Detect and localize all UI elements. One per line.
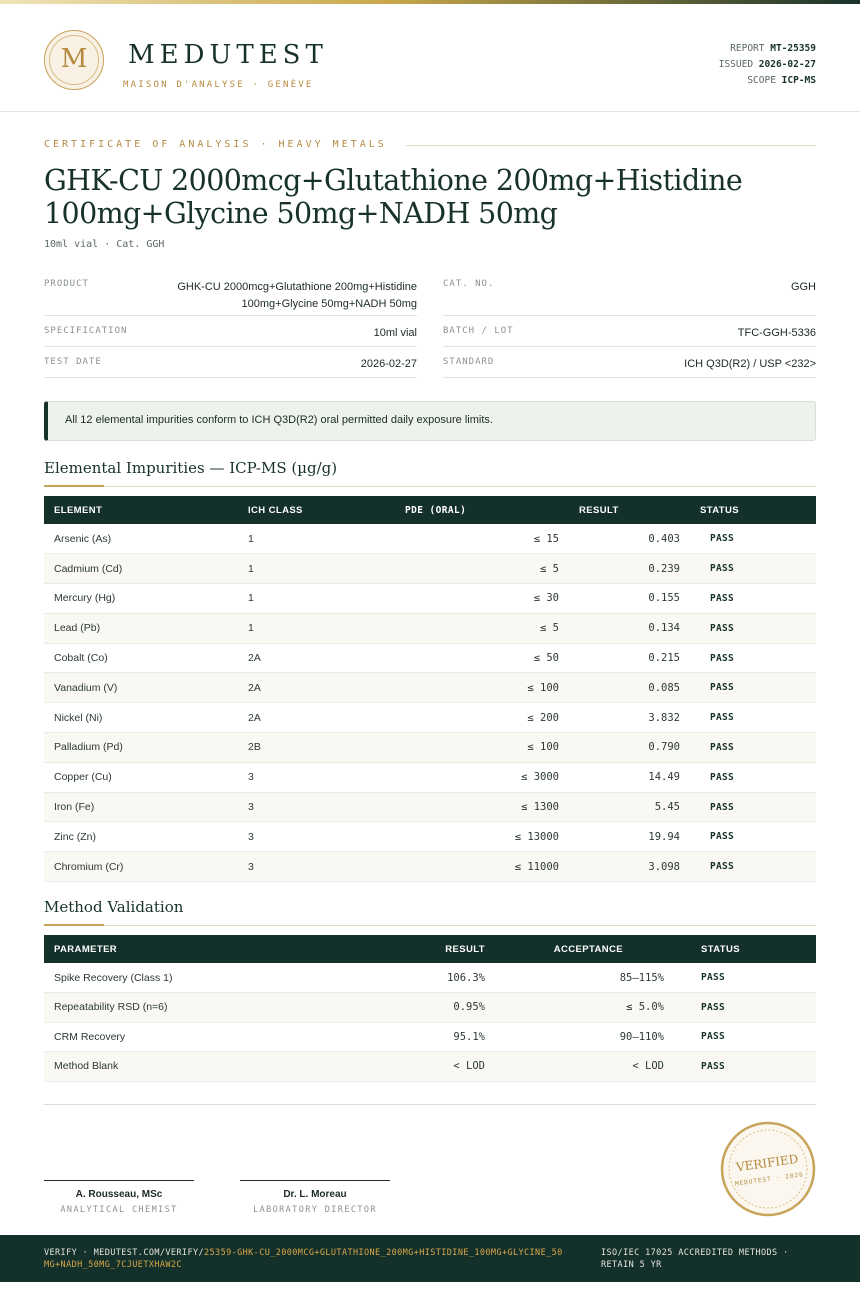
signature-director bbox=[240, 1180, 390, 1215]
field-product bbox=[44, 270, 417, 316]
ich-class: 2A bbox=[238, 673, 395, 703]
table-row bbox=[44, 822, 816, 852]
field-label: PRODUCT bbox=[44, 279, 89, 289]
field-label: CAT. NO. bbox=[443, 279, 495, 289]
table-row bbox=[44, 584, 816, 614]
field-value: 10ml vial bbox=[373, 327, 417, 339]
status-badge: PASS bbox=[681, 1022, 816, 1052]
issued-label: ISSUED bbox=[718, 59, 754, 70]
result-value: 0.403 bbox=[569, 524, 690, 554]
table-row bbox=[44, 733, 816, 763]
status-badge: PASS bbox=[690, 673, 816, 703]
column-header: RESULT bbox=[445, 943, 485, 955]
field-label: TEST DATE bbox=[44, 357, 102, 367]
column-header: ACCEPTANCE bbox=[553, 943, 623, 955]
field-value: TFC-GGH-5336 bbox=[737, 327, 816, 339]
details-right-column bbox=[443, 270, 816, 378]
ich-class: 1 bbox=[238, 524, 395, 554]
field-label: SPECIFICATION bbox=[44, 326, 128, 336]
acceptance-range: < LOD bbox=[495, 1052, 681, 1082]
result-value: 3.098 bbox=[569, 852, 690, 882]
verify-code: 25359-GHK-CU_2000MCG+GLUTATHIONE_200MG+HISTIDINE_100MG+GLYCINE_50MG+NADH_50MG_7CJUETXHAW2C bbox=[44, 1248, 563, 1270]
report-meta bbox=[719, 41, 816, 89]
table-row bbox=[44, 1052, 816, 1082]
field-value: 2026-02-27 bbox=[360, 358, 417, 370]
result-value: 19.94 bbox=[569, 822, 690, 852]
seal-text: VERIFIED bbox=[735, 1151, 800, 1175]
report-number: MT-25359 bbox=[770, 43, 816, 54]
product-subline: 10ml vial · Cat. GGH bbox=[44, 239, 165, 250]
table-header-row bbox=[44, 935, 816, 963]
impurities-section-title: Elemental Impurities — ICP-MS (µg/g) bbox=[44, 459, 338, 477]
table-row bbox=[44, 703, 816, 733]
result-value: 14.49 bbox=[569, 762, 690, 792]
signature-chemist bbox=[44, 1180, 194, 1215]
brand-tagline: MAISON D'ANALYSE · GENÈVE bbox=[123, 80, 314, 90]
element-name: Nickel (Ni) bbox=[44, 703, 238, 733]
table-row bbox=[44, 963, 816, 993]
status-badge: PASS bbox=[690, 584, 816, 614]
signatory-name: A. Rousseau, MSc bbox=[75, 1189, 163, 1200]
column-header: STATUS bbox=[700, 504, 739, 516]
field-value: GGH bbox=[790, 281, 816, 293]
column-header: ICH CLASS bbox=[248, 504, 303, 516]
validation-section-title: Method Validation bbox=[44, 898, 184, 916]
signatory-role: LABORATORY DIRECTOR bbox=[253, 1205, 377, 1215]
signatory-name: Dr. L. Moreau bbox=[283, 1189, 347, 1200]
column-header: STATUS bbox=[701, 943, 740, 955]
pde-limit: ≤ 5 bbox=[395, 554, 569, 584]
section-divider bbox=[44, 925, 816, 926]
table-row bbox=[44, 643, 816, 673]
header bbox=[0, 4, 860, 112]
table-row bbox=[44, 852, 816, 882]
signatory-role: ANALYTICAL CHEMIST bbox=[60, 1205, 178, 1215]
column-header: PARAMETER bbox=[54, 943, 118, 955]
table-header-row bbox=[44, 496, 816, 524]
ich-class: 3 bbox=[238, 852, 395, 882]
status-badge: PASS bbox=[690, 643, 816, 673]
result-value: 0.215 bbox=[569, 643, 690, 673]
parameter-name: Spike Recovery (Class 1) bbox=[44, 963, 244, 993]
table-row bbox=[44, 792, 816, 822]
accreditation-note: ISO/IEC 17025 ACCREDITED METHODS · RETAIN 5 YR bbox=[601, 1248, 789, 1270]
parameter-name: CRM Recovery bbox=[44, 1022, 244, 1052]
acceptance-range: ≤ 5.0% bbox=[495, 993, 681, 1023]
element-name: Vanadium (V) bbox=[44, 673, 238, 703]
section-divider bbox=[44, 486, 816, 487]
parameter-name: Repeatability RSD (n=6) bbox=[44, 993, 244, 1023]
pde-limit: ≤ 15 bbox=[395, 524, 569, 554]
field-value: ICH Q3D(R2) / USP <232> bbox=[684, 358, 816, 370]
table-row bbox=[44, 673, 816, 703]
field-label: STANDARD bbox=[443, 357, 495, 367]
logo-letter: M bbox=[60, 44, 88, 74]
status-badge: PASS bbox=[690, 733, 816, 763]
status-badge: PASS bbox=[690, 762, 816, 792]
result-value: 0.134 bbox=[569, 613, 690, 643]
element-name: Cobalt (Co) bbox=[44, 643, 238, 673]
brand-name: MEDUTEST bbox=[128, 40, 328, 70]
pde-limit: ≤ 3000 bbox=[395, 762, 569, 792]
pde-limit: ≤ 11000 bbox=[395, 852, 569, 882]
table-row bbox=[44, 1022, 816, 1052]
field-standard bbox=[443, 347, 816, 378]
pde-limit: ≤ 100 bbox=[395, 673, 569, 703]
status-badge: PASS bbox=[690, 554, 816, 584]
element-name: Arsenic (As) bbox=[44, 524, 238, 554]
element-name: Iron (Fe) bbox=[44, 792, 238, 822]
validation-table bbox=[44, 935, 816, 1082]
status-badge: PASS bbox=[681, 993, 816, 1023]
ich-class: 2A bbox=[238, 703, 395, 733]
pde-limit: ≤ 5 bbox=[395, 613, 569, 643]
issued-date: 2026-02-27 bbox=[758, 59, 816, 70]
status-badge: PASS bbox=[690, 792, 816, 822]
footer-bar bbox=[0, 1235, 860, 1282]
acceptance-range: 85–115% bbox=[495, 963, 681, 993]
field-specification bbox=[44, 316, 417, 347]
field-batch bbox=[443, 316, 816, 347]
ich-class: 3 bbox=[238, 762, 395, 792]
pde-limit: ≤ 13000 bbox=[395, 822, 569, 852]
field-test-date bbox=[44, 347, 417, 378]
ich-class: 1 bbox=[238, 613, 395, 643]
column-header: ELEMENT bbox=[54, 504, 103, 516]
status-badge: PASS bbox=[690, 613, 816, 643]
status-badge: PASS bbox=[681, 963, 816, 993]
element-name: Lead (Pb) bbox=[44, 613, 238, 643]
element-name: Copper (Cu) bbox=[44, 762, 238, 792]
seal-subtext: MEDUTEST · 2026 bbox=[734, 1171, 805, 1188]
conformity-notice: All 12 elemental impurities conform to ICH Q3D(R2) oral permitted daily exposure limits. bbox=[44, 401, 816, 441]
element-name: Chromium (Cr) bbox=[44, 852, 238, 882]
acceptance-range: 90–110% bbox=[495, 1022, 681, 1052]
result-value: 0.085 bbox=[569, 673, 690, 703]
page-title: GHK-CU 2000mcg+Glutathione 200mg+Histidine 100mg+Glycine 50mg+NADH 50mg bbox=[44, 164, 743, 230]
pde-limit: ≤ 30 bbox=[395, 584, 569, 614]
field-cat-no bbox=[443, 270, 816, 316]
result-value: 0.790 bbox=[569, 733, 690, 763]
pde-limit: ≤ 1300 bbox=[395, 792, 569, 822]
column-header: PDE (ORAL) bbox=[405, 504, 467, 516]
element-name: Zinc (Zn) bbox=[44, 822, 238, 852]
ich-class: 1 bbox=[238, 554, 395, 584]
result-value: < LOD bbox=[244, 1052, 495, 1082]
result-value: 0.155 bbox=[569, 584, 690, 614]
impurities-table bbox=[44, 496, 816, 882]
result-value: 0.239 bbox=[569, 554, 690, 584]
kicker-divider bbox=[406, 145, 816, 146]
report-label: REPORT bbox=[730, 43, 765, 54]
element-name: Palladium (Pd) bbox=[44, 733, 238, 763]
field-label: BATCH / LOT bbox=[443, 326, 514, 336]
details-left-column bbox=[44, 270, 417, 378]
result-value: 0.95% bbox=[244, 993, 495, 1023]
pde-limit: ≤ 100 bbox=[395, 733, 569, 763]
pde-limit: ≤ 200 bbox=[395, 703, 569, 733]
result-value: 5.45 bbox=[569, 792, 690, 822]
table-row bbox=[44, 554, 816, 584]
status-badge: PASS bbox=[690, 703, 816, 733]
ich-class: 2B bbox=[238, 733, 395, 763]
status-badge: PASS bbox=[681, 1052, 816, 1082]
brand-logo bbox=[44, 30, 104, 90]
result-value: 95.1% bbox=[244, 1022, 495, 1052]
column-header: RESULT bbox=[579, 504, 619, 516]
pde-limit: ≤ 50 bbox=[395, 643, 569, 673]
verify-link[interactable] bbox=[44, 1247, 564, 1271]
element-name: Cadmium (Cd) bbox=[44, 554, 238, 584]
verify-prefix: VERIFY · MEDUTEST.COM/VERIFY/ bbox=[44, 1248, 205, 1258]
table-row bbox=[44, 993, 816, 1023]
verified-seal bbox=[720, 1121, 816, 1222]
parameter-name: Method Blank bbox=[44, 1052, 244, 1082]
scope-label: SCOPE bbox=[747, 75, 776, 86]
ich-class: 3 bbox=[238, 822, 395, 852]
ich-class: 1 bbox=[238, 584, 395, 614]
table-row bbox=[44, 762, 816, 792]
field-value: GHK-CU 2000mcg+Glutathione 200mg+Histidine 100mg+Glycine 50mg+NADH 50mg bbox=[177, 281, 417, 310]
status-badge: PASS bbox=[690, 524, 816, 554]
table-row bbox=[44, 524, 816, 554]
ich-class: 2A bbox=[238, 643, 395, 673]
certificate-kicker: CERTIFICATE OF ANALYSIS · HEAVY METALS bbox=[44, 139, 387, 150]
status-badge: PASS bbox=[690, 822, 816, 852]
content-end-divider bbox=[44, 1104, 816, 1105]
result-value: 3.832 bbox=[569, 703, 690, 733]
status-badge: PASS bbox=[690, 852, 816, 882]
scope-value: ICP-MS bbox=[781, 75, 816, 86]
element-name: Mercury (Hg) bbox=[44, 584, 238, 614]
table-row bbox=[44, 613, 816, 643]
kicker-row bbox=[44, 139, 816, 151]
result-value: 106.3% bbox=[244, 963, 495, 993]
ich-class: 3 bbox=[238, 792, 395, 822]
